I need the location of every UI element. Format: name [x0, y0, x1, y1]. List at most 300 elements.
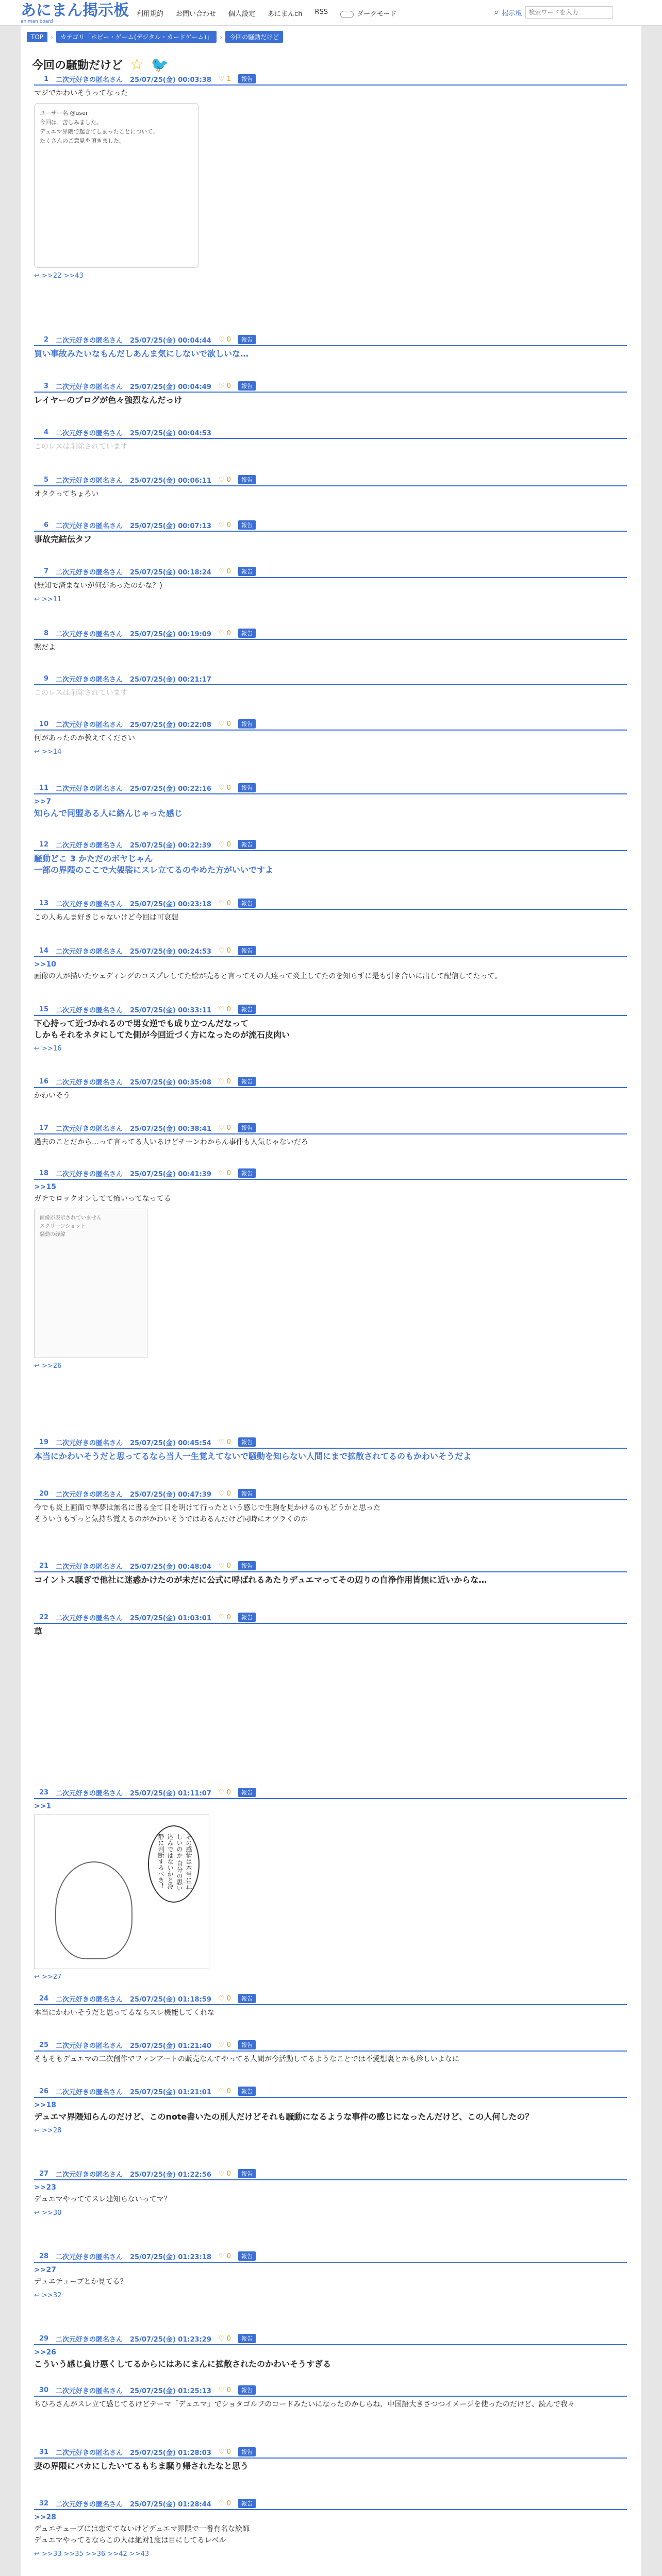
- breadcrumb-thread[interactable]: 今回の騒動だけど: [225, 31, 283, 43]
- post-item: [34, 2040, 627, 2065]
- post-body: そもそもデュエマの二次創作でファンアートの販売なんてやってる人間が今活動してるようなことでは不愛想裏とかも珍しいよなに: [34, 2055, 459, 2063]
- top-bar: [0, 0, 662, 26]
- post-body: 黙だよ: [34, 643, 56, 652]
- post-header: [34, 1005, 627, 1014]
- reply-icon: ↩: [34, 2127, 42, 2134]
- like-count[interactable]: ♡ 0: [218, 629, 231, 637]
- post-number[interactable]: 28: [39, 2252, 48, 2260]
- reply-links[interactable]: >>14: [42, 748, 62, 756]
- like-count[interactable]: ♡ 0: [218, 2499, 231, 2507]
- post-header: [34, 946, 627, 955]
- post-header: [34, 719, 627, 728]
- post-number[interactable]: 7: [43, 567, 48, 575]
- post-replies: [34, 2127, 627, 2134]
- reply-links[interactable]: >>26: [42, 1362, 62, 1370]
- post-author: 二次元好きの匿名さん: [56, 1490, 123, 1499]
- post-date: 25/07/25(金) 00:45:54: [130, 1439, 211, 1447]
- twitter-icon[interactable]: 🐦: [151, 56, 169, 73]
- post-number[interactable]: 20: [39, 1489, 48, 1498]
- post-date: 25/07/25(金) 00:04:49: [130, 383, 211, 391]
- tweet-text: 今回は、苦しみました。: [40, 119, 102, 126]
- like-count[interactable]: ♡ 0: [218, 1005, 231, 1013]
- post-body: コイントス騒ぎで他社に迷惑かけたのが未だに公式に呼ばれるあたりデュエマってその辺りの自浄作用皆無に近いからな…: [34, 1575, 487, 1585]
- attached-image[interactable]: [34, 1209, 147, 1358]
- like-count[interactable]: ♡ 0: [218, 1124, 231, 1132]
- post-body: デュエチューブには恋ててないけどデュエマ界隈で一番有名な絵師 デュエマやってるならこの人は絶対1度は目にしてるレベル: [34, 2525, 250, 2545]
- post-number[interactable]: 11: [39, 784, 48, 792]
- post-header: [34, 674, 627, 683]
- post-item: [34, 2385, 627, 2410]
- report-button[interactable]: 報告: [238, 1005, 256, 1014]
- post-divider: [34, 345, 627, 346]
- post-divider: [34, 485, 627, 486]
- post-item: [34, 2499, 627, 2558]
- reply-links[interactable]: >>22 >>43: [42, 272, 84, 280]
- attached-manga-image[interactable]: [34, 1815, 209, 1969]
- like-count[interactable]: ♡ 0: [218, 2448, 231, 2456]
- post-divider: [34, 1015, 627, 1016]
- post-date: 25/07/25(金) 00:21:17: [130, 675, 211, 684]
- post-item: [34, 74, 627, 280]
- post-divider: [34, 2458, 627, 2459]
- tweet-author: ユーザー名 @user: [40, 110, 88, 116]
- post-author: 二次元好きの匿名さん: [56, 336, 123, 345]
- post-number[interactable]: 16: [39, 1077, 48, 1086]
- post-date: 25/07/25(金) 00:06:11: [130, 477, 211, 485]
- post-date: 25/07/25(金) 00:24:53: [130, 947, 211, 956]
- like-count[interactable]: ♡ 0: [218, 2041, 231, 2049]
- report-button[interactable]: 報告: [238, 567, 256, 576]
- reply-anchor-link[interactable]: >>23: [34, 2183, 56, 2192]
- post-header: [34, 1437, 627, 1447]
- post-divider: [34, 956, 627, 957]
- post-body: デュエチューブとか見てる？: [34, 2278, 127, 2286]
- post-number[interactable]: 21: [39, 1562, 48, 1570]
- post-number[interactable]: 29: [39, 2334, 48, 2343]
- post-header: [34, 567, 627, 576]
- report-button[interactable]: 報告: [238, 2334, 256, 2343]
- post-header: [34, 2447, 627, 2456]
- post-item: [34, 840, 627, 876]
- thread-header: [32, 56, 169, 74]
- like-count[interactable]: ♡ 1: [218, 75, 231, 83]
- nav-contact[interactable]: お問い合わせ: [176, 10, 217, 18]
- post-divider: [34, 2262, 627, 2263]
- post-number[interactable]: 8: [43, 629, 48, 637]
- breadcrumb-sep-icon: ›: [51, 33, 53, 41]
- post-divider: [34, 2509, 627, 2510]
- post-replies: [34, 2550, 627, 2558]
- report-button[interactable]: 報告: [238, 381, 256, 391]
- report-button[interactable]: 報告: [238, 1561, 256, 1570]
- post-header: [34, 2169, 627, 2178]
- post-body: 騒動どこ 3 かただのボヤじゃん 一部の界隈のここで大袈裟にスレ立てるのやめた方がいいですよ: [34, 854, 274, 875]
- report-button[interactable]: 報告: [238, 475, 256, 484]
- post-author: 二次元好きの匿名さん: [56, 841, 123, 850]
- report-button[interactable]: 報告: [238, 1994, 256, 2003]
- report-button[interactable]: 報告: [238, 1123, 256, 1132]
- post-item: [34, 1561, 627, 1586]
- post-date: 25/07/25(金) 00:22:16: [130, 785, 211, 793]
- report-button[interactable]: 報告: [238, 2251, 256, 2261]
- post-divider: [34, 438, 627, 439]
- post-replies: [34, 1973, 627, 1981]
- post-divider: [34, 793, 627, 794]
- post-author: 二次元好きの匿名さん: [56, 383, 123, 391]
- reply-links[interactable]: >>32: [42, 2292, 62, 2299]
- report-button[interactable]: 報告: [238, 2087, 256, 2096]
- like-count[interactable]: ♡ 0: [218, 1169, 231, 1177]
- post-number[interactable]: 14: [39, 946, 48, 955]
- reply-anchor-link[interactable]: >>28: [34, 2513, 56, 2521]
- nav-settings[interactable]: 個人設定: [228, 10, 256, 18]
- like-count[interactable]: ♡ 0: [218, 946, 231, 955]
- post-number[interactable]: 24: [39, 1994, 48, 2003]
- post-header: [34, 840, 627, 849]
- post-header: [34, 520, 627, 530]
- post-divider: [34, 1499, 627, 1500]
- post-number[interactable]: 31: [39, 2448, 48, 2456]
- post-body: 知らんで同盟ある人に絡んじゃった感じ: [34, 808, 183, 818]
- like-count[interactable]: ♡ 0: [218, 2334, 231, 2343]
- post-header: [34, 381, 627, 391]
- post-divider: [34, 684, 627, 685]
- manga-character: [55, 1861, 133, 1959]
- post-number[interactable]: 6: [43, 521, 48, 529]
- post-date: 25/07/25(金) 01:21:40: [130, 2042, 211, 2050]
- search-label: 掲示板: [502, 9, 522, 18]
- like-count[interactable]: ♡ 0: [218, 2252, 231, 2260]
- toggle-icon[interactable]: [340, 11, 354, 18]
- post-author: 二次元好きの匿名さん: [56, 522, 123, 530]
- report-button[interactable]: 報告: [238, 719, 256, 728]
- nav-animanch[interactable]: あにまんch: [268, 10, 303, 18]
- like-count[interactable]: ♡ 0: [218, 1562, 231, 1570]
- report-button[interactable]: 報告: [238, 1489, 256, 1498]
- like-count[interactable]: ♡ 0: [218, 1438, 231, 1446]
- report-button[interactable]: 報告: [238, 946, 256, 955]
- post-body: ガチでロックオンしてて怖いってなってる: [34, 1195, 171, 1203]
- post-date: 25/07/25(金) 00:33:11: [130, 1006, 211, 1014]
- like-count[interactable]: ♡ 0: [218, 1788, 231, 1797]
- reply-anchor-link[interactable]: >>10: [34, 960, 56, 969]
- post-body: デュエマ界隈知らんのだけど、このnote書いたの別人だけどそれも騒動になるような事件の感じになったんだけど、この人何したの？: [34, 2112, 534, 2122]
- post-author: 二次元好きの匿名さん: [56, 429, 123, 437]
- speech-bubble: その感情は本当に正しいのか 自分の思い込みではないかと冷静に判断するべき！: [148, 1825, 200, 1903]
- post-author: 二次元好きの匿名さん: [56, 721, 123, 729]
- post-number[interactable]: 30: [39, 2386, 48, 2394]
- post-body: 画像の人が描いたウェディングのコスプレしてた絵が売ると言ってその人達って炎上してたのを知らずに是も引き合いに出して配信してたって。: [34, 972, 502, 980]
- main-content: [21, 26, 641, 2576]
- post-item: [34, 1994, 627, 2019]
- like-count[interactable]: ♡ 0: [218, 784, 231, 792]
- reply-icon: ↩: [34, 272, 42, 280]
- post-number[interactable]: 19: [39, 1438, 48, 1446]
- post-divider: [34, 2179, 627, 2180]
- reply-links[interactable]: >>33 >>35 >>36 >>42 >>43: [42, 2550, 150, 2558]
- like-count[interactable]: ♡ 0: [218, 476, 231, 484]
- post-body: 買い事故みたいなもんだしあんま気にしないで欲しいな…: [34, 349, 249, 359]
- post-item: [34, 2251, 627, 2299]
- reply-icon: ↩: [34, 2550, 42, 2558]
- post-number[interactable]: 22: [39, 1613, 48, 1621]
- report-button[interactable]: 報告: [238, 899, 256, 908]
- reply-links[interactable]: >>27: [42, 1973, 62, 1981]
- post-body: オタクってちょろい: [34, 490, 99, 498]
- post-number[interactable]: 25: [39, 2041, 48, 2049]
- post-divider: [34, 730, 627, 731]
- post-number[interactable]: 9: [43, 674, 48, 683]
- post-item: [34, 1489, 627, 1525]
- reply-anchor-link[interactable]: >>18: [34, 2101, 56, 2109]
- post-item: [34, 899, 627, 923]
- post-author: 二次元好きの匿名さん: [56, 785, 123, 793]
- post-number[interactable]: 32: [39, 2499, 48, 2507]
- post-author: 二次元好きの匿名さん: [56, 1563, 123, 1571]
- post-header: [34, 335, 627, 344]
- post-number[interactable]: 26: [39, 2087, 48, 2095]
- post-divider: [34, 909, 627, 910]
- reply-links[interactable]: >>28: [42, 2127, 62, 2134]
- report-button[interactable]: 報告: [238, 1613, 256, 1622]
- report-button[interactable]: 報告: [238, 1437, 256, 1447]
- reply-anchor-link[interactable]: >>1: [34, 1802, 52, 1810]
- post-date: 25/07/25(金) 00:41:39: [130, 1170, 211, 1178]
- post-divider: [34, 2097, 627, 2098]
- post-author: 二次元好きの匿名さん: [56, 1439, 123, 1447]
- post-replies: [34, 1045, 627, 1053]
- embedded-tweet[interactable]: [34, 103, 199, 268]
- post-item: [34, 567, 627, 603]
- like-count[interactable]: ♡ 0: [218, 335, 231, 344]
- report-button[interactable]: 報告: [238, 335, 256, 344]
- reply-anchor-link[interactable]: >>27: [34, 2266, 56, 2274]
- post-body: このレスは削除されています: [34, 689, 128, 697]
- post-item: [34, 428, 627, 452]
- post-number[interactable]: 12: [39, 840, 48, 849]
- post-body: デュエマやっててスレ建知らないってマ？: [34, 2195, 171, 2204]
- post-body: 何があったのか教えてください: [34, 734, 135, 742]
- post-date: 25/07/25(金) 01:21:01: [130, 2088, 211, 2096]
- page-title: 今回の騒動だけど: [32, 59, 123, 72]
- report-button[interactable]: 報告: [238, 2169, 256, 2178]
- post-divider: [34, 1133, 627, 1134]
- post-date: 25/07/25(金) 00:38:41: [130, 1125, 211, 1133]
- report-button[interactable]: 報告: [238, 74, 256, 83]
- breadcrumb-sep-icon: ›: [220, 33, 223, 41]
- post-body: (無知で済まないが何があったのかな？): [34, 582, 162, 590]
- like-count[interactable]: ♡ 0: [218, 899, 231, 907]
- post-author: 二次元好きの匿名さん: [56, 900, 123, 908]
- post-divider: [34, 1623, 627, 1624]
- post-divider: [34, 2396, 627, 2397]
- post-replies: [34, 272, 627, 280]
- post-item: [34, 520, 627, 545]
- post-header: [34, 2334, 627, 2343]
- post-header: [34, 1077, 627, 1086]
- like-count[interactable]: ♡ 0: [218, 1077, 231, 1086]
- image-text: 騒動の経緯: [40, 1232, 65, 1238]
- post-header: [34, 2385, 627, 2395]
- post-divider: [34, 2004, 627, 2005]
- like-count[interactable]: ♡ 0: [218, 1994, 231, 2003]
- post-date: 25/07/25(金) 00:04:53: [130, 429, 211, 437]
- reply-links[interactable]: >>16: [42, 1045, 62, 1053]
- post-date: 25/07/25(金) 00:07:13: [130, 522, 211, 530]
- post-date: 25/07/25(金) 01:18:59: [130, 1995, 211, 2004]
- like-count[interactable]: ♡ 0: [218, 840, 231, 849]
- post-author: 二次元好きの匿名さん: [56, 1614, 123, 1622]
- report-button[interactable]: 報告: [238, 2447, 256, 2456]
- reply-anchor-link[interactable]: >>15: [34, 1183, 56, 1191]
- post-item: [34, 946, 627, 982]
- post-body: 本当にかわいそうだと思ってるならスレ機能してくれな: [34, 2009, 214, 2017]
- report-button[interactable]: 報告: [238, 2040, 256, 2049]
- post-divider: [34, 2344, 627, 2345]
- post-item: [34, 1613, 627, 1637]
- post-item: [34, 719, 627, 756]
- post-header: [34, 2499, 627, 2508]
- post-number[interactable]: 2: [43, 335, 48, 344]
- post-divider: [34, 1448, 627, 1449]
- post-item: [34, 2334, 627, 2370]
- like-count[interactable]: ♡ 0: [218, 1613, 231, 1621]
- post-date: 25/07/25(金) 00:03:38: [130, 76, 211, 84]
- post-header: [34, 475, 627, 484]
- post-item: [34, 475, 627, 500]
- site-logo[interactable]: あにまん掲示板 animan board: [21, 2, 129, 24]
- search-icon[interactable]: ⌕: [494, 7, 499, 18]
- post-replies: [34, 1362, 627, 1370]
- post-replies: [34, 2209, 627, 2217]
- tweet-text: たくさんのご意見を頂きました。: [40, 138, 125, 144]
- report-button[interactable]: 報告: [238, 840, 256, 849]
- post-number[interactable]: 4: [43, 428, 48, 436]
- report-button[interactable]: 報告: [238, 1168, 256, 1178]
- like-count[interactable]: ♡ 0: [218, 567, 231, 575]
- post-item: [34, 1005, 627, 1053]
- post-body: 妻の界隈にバカにしたいてるもちま騒り帰されたなと思う: [34, 2461, 249, 2471]
- post-item: [34, 1437, 627, 1462]
- post-number[interactable]: 13: [39, 899, 48, 907]
- post-number[interactable]: 3: [43, 382, 48, 390]
- post-number[interactable]: 10: [39, 720, 48, 728]
- breadcrumb-category[interactable]: カテゴリ「ホビー・ゲーム(デジタル・カードゲーム)」: [56, 31, 217, 43]
- post-header: [34, 1168, 627, 1178]
- post-replies: [34, 748, 627, 756]
- post-item: [34, 1077, 627, 1101]
- report-button[interactable]: 報告: [238, 629, 256, 638]
- post-item: [34, 2169, 627, 2217]
- breadcrumb: [27, 31, 283, 43]
- post-date: 25/07/25(金) 00:47:39: [130, 1490, 211, 1499]
- reply-links[interactable]: >>11: [42, 596, 62, 603]
- post-body: レイヤーのブログが色々強烈なんだっけ: [34, 395, 183, 405]
- like-count[interactable]: ♡ 0: [218, 2386, 231, 2394]
- post-item: [34, 2087, 627, 2134]
- like-count[interactable]: ♡ 0: [218, 382, 231, 390]
- report-button[interactable]: 報告: [238, 520, 256, 530]
- nav-rss[interactable]: RSS: [315, 8, 328, 16]
- post-body: このレスは削除されています: [34, 443, 128, 451]
- post-divider: [34, 850, 627, 851]
- post-number[interactable]: 15: [39, 1005, 48, 1013]
- breadcrumb-top[interactable]: TOP: [27, 32, 47, 42]
- post-author: 二次元好きの匿名さん: [56, 2042, 123, 2050]
- post-date: 25/07/25(金) 01:25:13: [130, 2387, 211, 2395]
- post-body: かわいそう: [34, 1092, 70, 1100]
- post-date: 25/07/25(金) 00:35:08: [130, 1078, 211, 1087]
- reply-anchor-link[interactable]: >>26: [34, 2348, 56, 2357]
- post-body: 草: [34, 1626, 43, 1636]
- post-divider: [34, 1571, 627, 1572]
- report-button[interactable]: 報告: [238, 1077, 256, 1086]
- post-date: 25/07/25(金) 00:23:18: [130, 900, 211, 908]
- reply-anchor-link[interactable]: >>7: [34, 798, 52, 806]
- post-item: [34, 2447, 627, 2472]
- post-date: 25/07/25(金) 00:19:09: [130, 630, 211, 638]
- post-replies: [34, 2292, 627, 2299]
- post-author: 二次元好きの匿名さん: [56, 2171, 123, 2179]
- post-author: 二次元好きの匿名さん: [56, 2449, 123, 2457]
- post-author: 二次元好きの匿名さん: [56, 2253, 123, 2261]
- like-count[interactable]: ♡ 0: [218, 2087, 231, 2095]
- post-number[interactable]: 18: [39, 1169, 48, 1177]
- post-author: 二次元好きの匿名さん: [56, 675, 123, 684]
- reply-links[interactable]: >>30: [42, 2209, 62, 2217]
- like-count[interactable]: ♡ 0: [218, 521, 231, 529]
- post-divider: [34, 639, 627, 640]
- dark-mode-toggle[interactable]: ダークモード: [340, 8, 396, 18]
- post-author: 二次元好きの匿名さん: [56, 477, 123, 485]
- nav-terms[interactable]: 利用規約: [137, 10, 164, 18]
- post-date: 25/07/25(金) 01:28:03: [130, 2449, 211, 2457]
- post-date: 25/07/25(金) 01:03:01: [130, 1614, 211, 1622]
- post-body: こういう感じ負け悪くしてるからにはあにまんに拡散されたのかわいそうすぎる: [34, 2359, 332, 2369]
- post-header: [34, 1123, 627, 1132]
- post-header: [34, 899, 627, 908]
- post-number[interactable]: 5: [43, 476, 48, 484]
- post-number[interactable]: 17: [39, 1124, 48, 1132]
- report-button[interactable]: 報告: [238, 1788, 256, 1797]
- post-body: マジでかわいそうってなった: [34, 89, 128, 97]
- post-number[interactable]: 23: [39, 1788, 48, 1797]
- report-button[interactable]: 報告: [238, 783, 256, 792]
- reply-icon: ↩: [34, 1973, 42, 1981]
- like-count[interactable]: ♡ 0: [218, 2170, 231, 2178]
- like-count[interactable]: ♡ 0: [218, 1489, 231, 1498]
- post-body: 下心持って近づかれるので男女逆でも成り立つんだなって しかもそれをネタにしてた側が今回近づく方になったのが流石皮肉い: [34, 1019, 290, 1040]
- post-date: 25/07/25(金) 00:04:44: [130, 336, 211, 345]
- post-date: 25/07/25(金) 00:48:04: [130, 1563, 211, 1571]
- reply-icon: ↩: [34, 1045, 42, 1053]
- like-count[interactable]: ♡ 0: [218, 720, 231, 728]
- star-icon[interactable]: ☆: [130, 56, 144, 74]
- post-divider: [34, 1179, 627, 1180]
- report-button[interactable]: 報告: [238, 2385, 256, 2395]
- post-author: 二次元好きの匿名さん: [56, 2387, 123, 2395]
- report-button[interactable]: 報告: [238, 2499, 256, 2508]
- post-number[interactable]: 1: [43, 75, 48, 83]
- post-divider: [34, 1087, 627, 1088]
- post-divider: [34, 531, 627, 532]
- post-header: [34, 1489, 627, 1498]
- search-input[interactable]: [525, 6, 613, 19]
- post-divider: [34, 1798, 627, 1799]
- post-number[interactable]: 27: [39, 2170, 48, 2178]
- header-nav: [137, 8, 396, 18]
- post-author: 二次元好きの匿名さん: [56, 2335, 123, 2344]
